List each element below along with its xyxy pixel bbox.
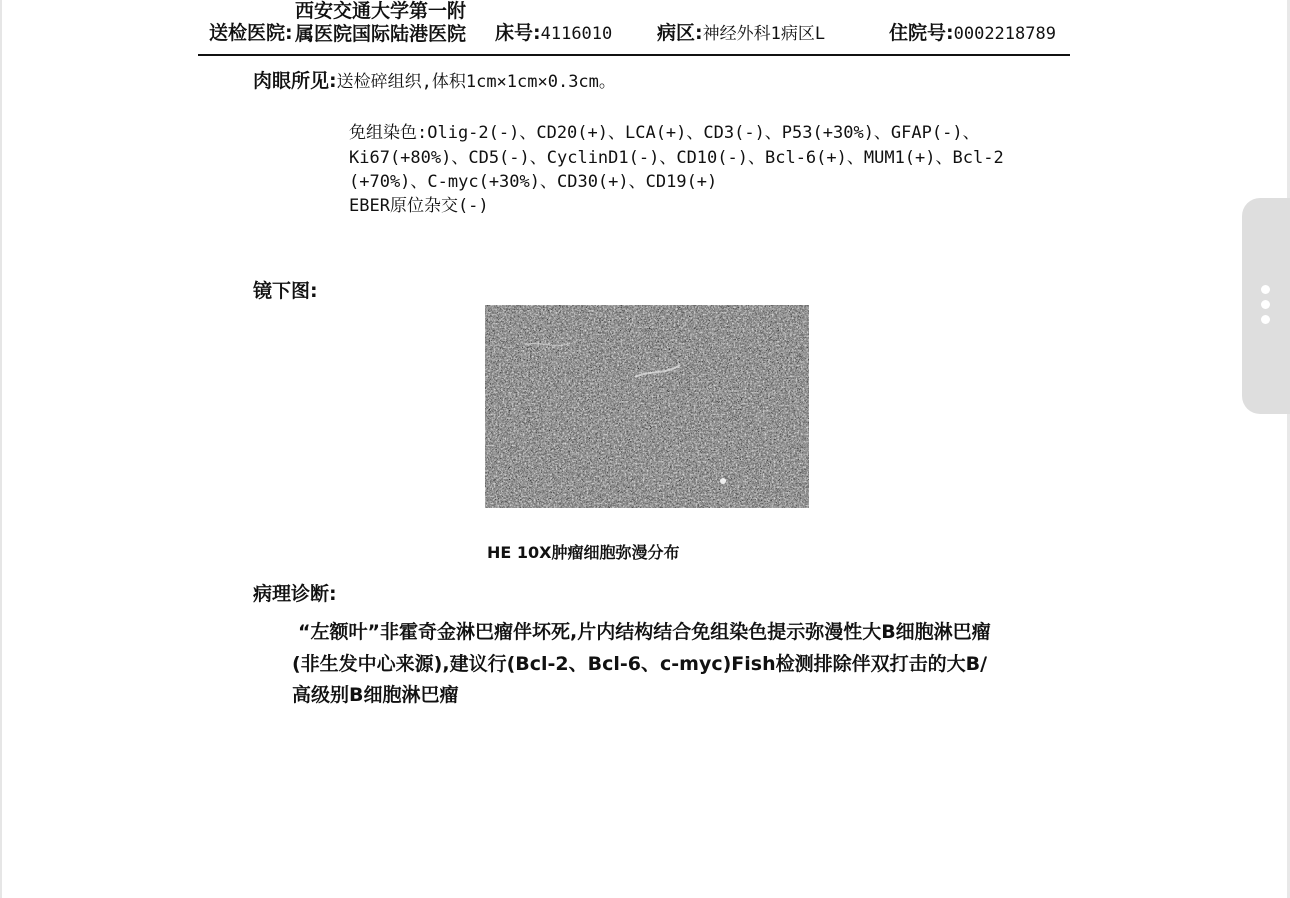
side-panel-handle[interactable] [1242, 198, 1290, 414]
admission-value: 0002218789 [953, 24, 1056, 44]
page-edge-left [0, 0, 2, 898]
hospital-name-line2: 属医院国际陆港医院 [295, 23, 467, 45]
admission-number [889, 18, 1056, 45]
more-dot-1 [1261, 285, 1270, 294]
more-dot-2 [1261, 300, 1270, 309]
diagnosis-label: 病理诊断: [253, 583, 337, 605]
bed-label: 床号: [495, 22, 541, 44]
gross-text: 送检碎组织,体积1cm×1cm×0.3cm。 [336, 72, 616, 92]
microscopy-caption: HE 10X肿瘤细胞弥漫分布 [487, 543, 680, 562]
more-dot-3 [1261, 315, 1270, 324]
ihc-line-3: (+70%)、C-myc(+30%)、CD30(+)、CD19(+) [349, 172, 718, 192]
report-header [198, 0, 1070, 56]
ward-value: 神经外科1病区L [702, 24, 826, 44]
more-vertical-icon[interactable] [1242, 198, 1290, 414]
ihc-line-2: Ki67(+80%)、CD5(-)、CyclinD1(-)、CD10(-)、Bcl-6(+)、MUM1(+)、Bcl-2 [349, 148, 1004, 168]
gross-findings [253, 66, 616, 93]
ihc-line-4: EBER原位杂交(-) [349, 196, 489, 216]
microscopy-image [485, 305, 809, 508]
hospital-name-line1: 西安交通大学第一附 [295, 0, 467, 22]
microscopy-label: 镜下图: [253, 280, 318, 302]
ward [657, 18, 825, 45]
diagnosis-line-2: (非生发中心来源),建议行(Bcl-2、Bcl-6、c-myc)Fish检测排除伴双打击的大B/ [292, 653, 988, 675]
hospital-label: 送检医院: [209, 22, 293, 44]
bed-value: 4116010 [540, 24, 613, 44]
diagnosis-line-3: 高级别B细胞淋巴瘤 [292, 684, 459, 706]
gross-label: 肉眼所见: [253, 70, 337, 92]
admission-label: 住院号: [889, 22, 954, 44]
bed-number [495, 18, 612, 45]
ward-label: 病区: [657, 22, 703, 44]
diagnosis-line-1: “左额叶”非霍奇金淋巴瘤伴坏死,片内结构结合免组染色提示弥漫性大B细胞淋巴瘤 [298, 621, 991, 643]
microscopy-image-svg [485, 305, 809, 508]
ihc-line-1: 免组染色:Olig-2(-)、CD20(+)、LCA(+)、CD3(-)、P53(+30%)、GFAP(-)、 [349, 123, 980, 143]
hospital-name [295, 0, 466, 46]
